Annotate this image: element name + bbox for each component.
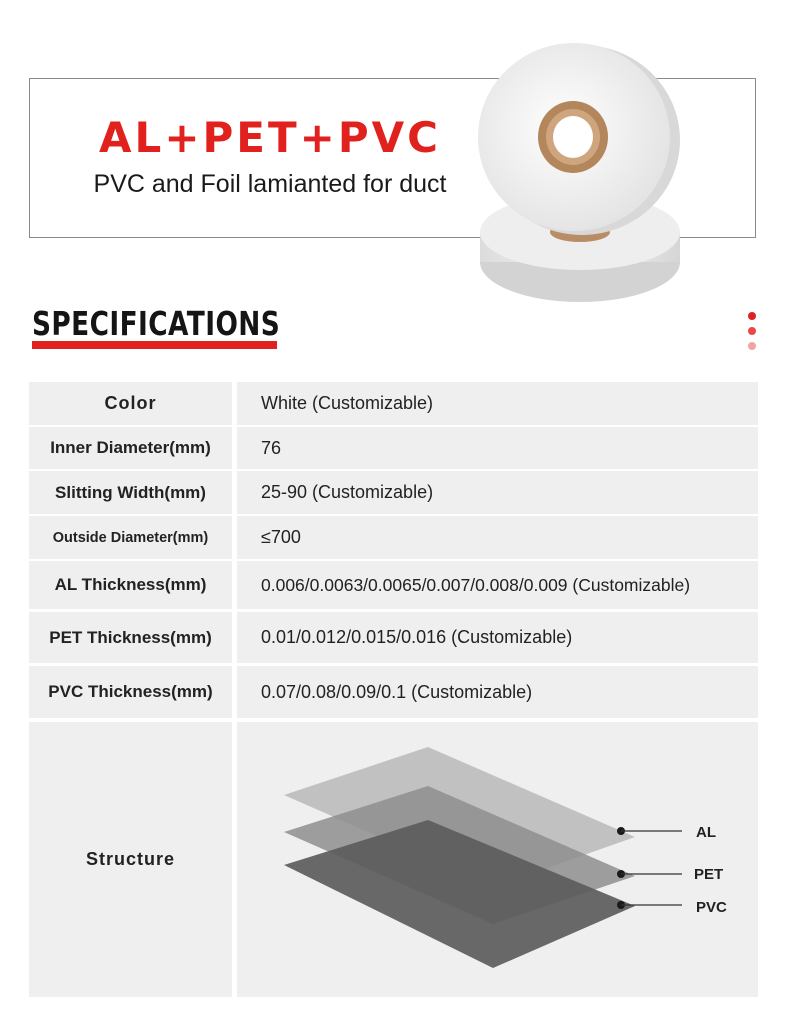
spec-value: 0.006/0.0063/0.0065/0.007/0.008/0.009 (Customizable) bbox=[237, 561, 758, 609]
spec-label: Inner Diameter(mm) bbox=[29, 427, 232, 469]
spec-value: White (Customizable) bbox=[237, 382, 758, 425]
spec-label: PET Thickness(mm) bbox=[29, 612, 232, 663]
tape-roll-image bbox=[460, 40, 690, 310]
layer-label-pet: PET bbox=[694, 866, 724, 883]
spec-row-al-thickness bbox=[29, 561, 758, 609]
spec-row-slitting-width bbox=[29, 471, 758, 514]
layer-structure-diagram bbox=[230, 725, 750, 985]
layer-label-pvc: PVC bbox=[696, 899, 727, 916]
spec-value: 0.07/0.08/0.09/0.1 (Customizable) bbox=[237, 666, 758, 718]
spec-label: Outside Diameter(mm) bbox=[29, 516, 232, 559]
spec-label: Slitting Width(mm) bbox=[29, 471, 232, 514]
product-title: AL+PET+PVC bbox=[99, 113, 441, 162]
spec-label: AL Thickness(mm) bbox=[29, 561, 232, 609]
spec-row-inner-diameter bbox=[29, 427, 758, 469]
spec-value: 76 bbox=[237, 427, 758, 469]
product-subtitle: PVC and Foil lamianted for duct bbox=[93, 170, 447, 198]
spec-value: ≤700 bbox=[237, 516, 758, 559]
spec-label: PVC Thickness(mm) bbox=[29, 666, 232, 718]
spec-value: 25-90 (Customizable) bbox=[237, 471, 758, 514]
spec-label: Color bbox=[29, 382, 232, 425]
decor-dot bbox=[748, 312, 756, 320]
decor-dot bbox=[748, 327, 756, 335]
spec-row-color bbox=[29, 382, 758, 425]
spec-label: Structure bbox=[29, 722, 232, 997]
spec-row-pet-thickness bbox=[29, 612, 758, 663]
decor-dot bbox=[748, 342, 756, 350]
spec-row-outside-diameter bbox=[29, 516, 758, 559]
spec-value: 0.01/0.012/0.015/0.016 (Customizable) bbox=[237, 612, 758, 663]
spec-row-pvc-thickness bbox=[29, 666, 758, 718]
layer-label-al: AL bbox=[696, 824, 716, 841]
specifications-heading: SPECIFICATIONS bbox=[32, 304, 281, 343]
